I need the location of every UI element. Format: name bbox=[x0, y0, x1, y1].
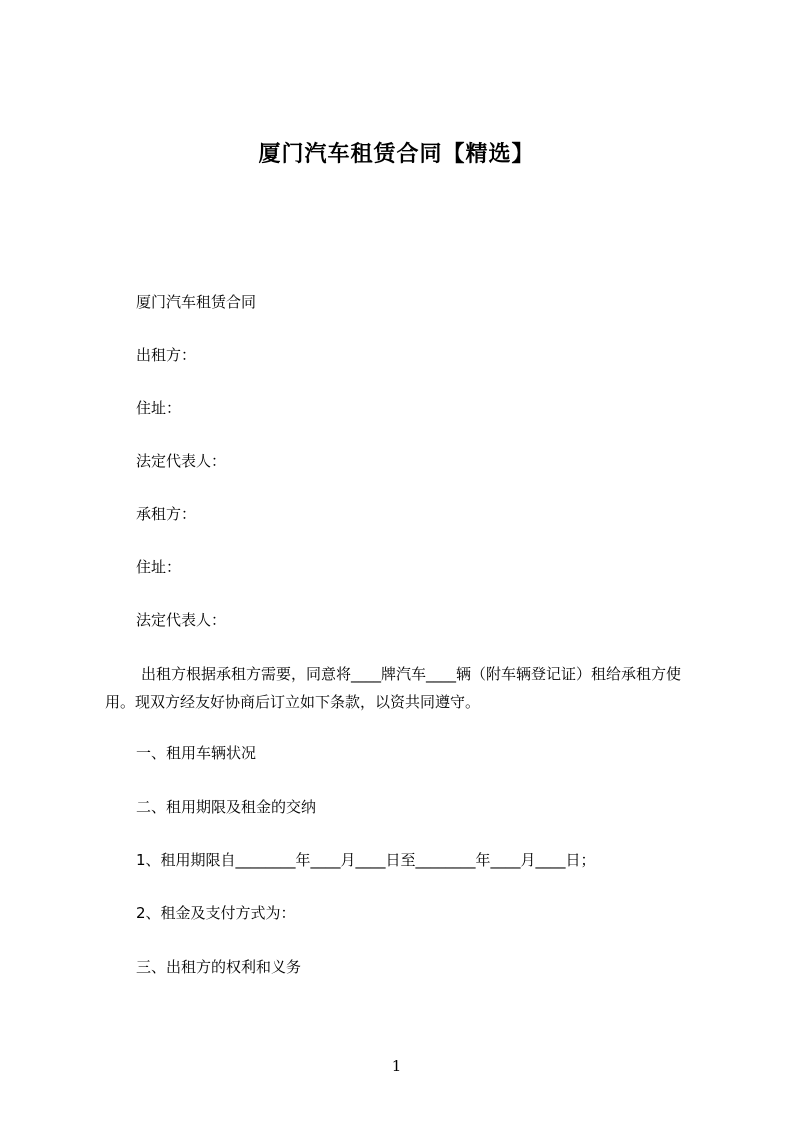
lessee-representative-label: 法定代表人： bbox=[136, 611, 227, 629]
lessor-address-label: 住址： bbox=[136, 399, 182, 417]
clause-rental-period: 1、租用期限自________年____月____日至________年____月____日； bbox=[136, 851, 596, 869]
document-title: 厦门汽车租赁合同【精选】 bbox=[258, 142, 535, 167]
lessee-label: 承租方： bbox=[136, 505, 197, 523]
section-heading-vehicle-status: 一、租用车辆状况 bbox=[136, 744, 257, 762]
page-number: 1 bbox=[391, 1057, 402, 1075]
contract-intro-paragraph: 出租方根据承租方需要，同意将____牌汽车____辆（附车辆登记证）租给承租方使用。现双方经友好协商后订立如下条款，以资共同遵守。 bbox=[105, 665, 682, 711]
section-heading-lessor-rights: 三、出租方的权利和义务 bbox=[136, 958, 302, 976]
lessee-address-label: 住址： bbox=[136, 558, 182, 576]
clause-rent-payment: 2、租金及支付方式为： bbox=[136, 904, 296, 922]
contract-heading: 厦门汽车租赁合同 bbox=[136, 293, 257, 311]
lessor-label: 出租方： bbox=[136, 346, 197, 364]
lessor-representative-label: 法定代表人： bbox=[136, 452, 227, 470]
section-heading-term-and-rent: 二、租用期限及租金的交纳 bbox=[136, 798, 317, 816]
